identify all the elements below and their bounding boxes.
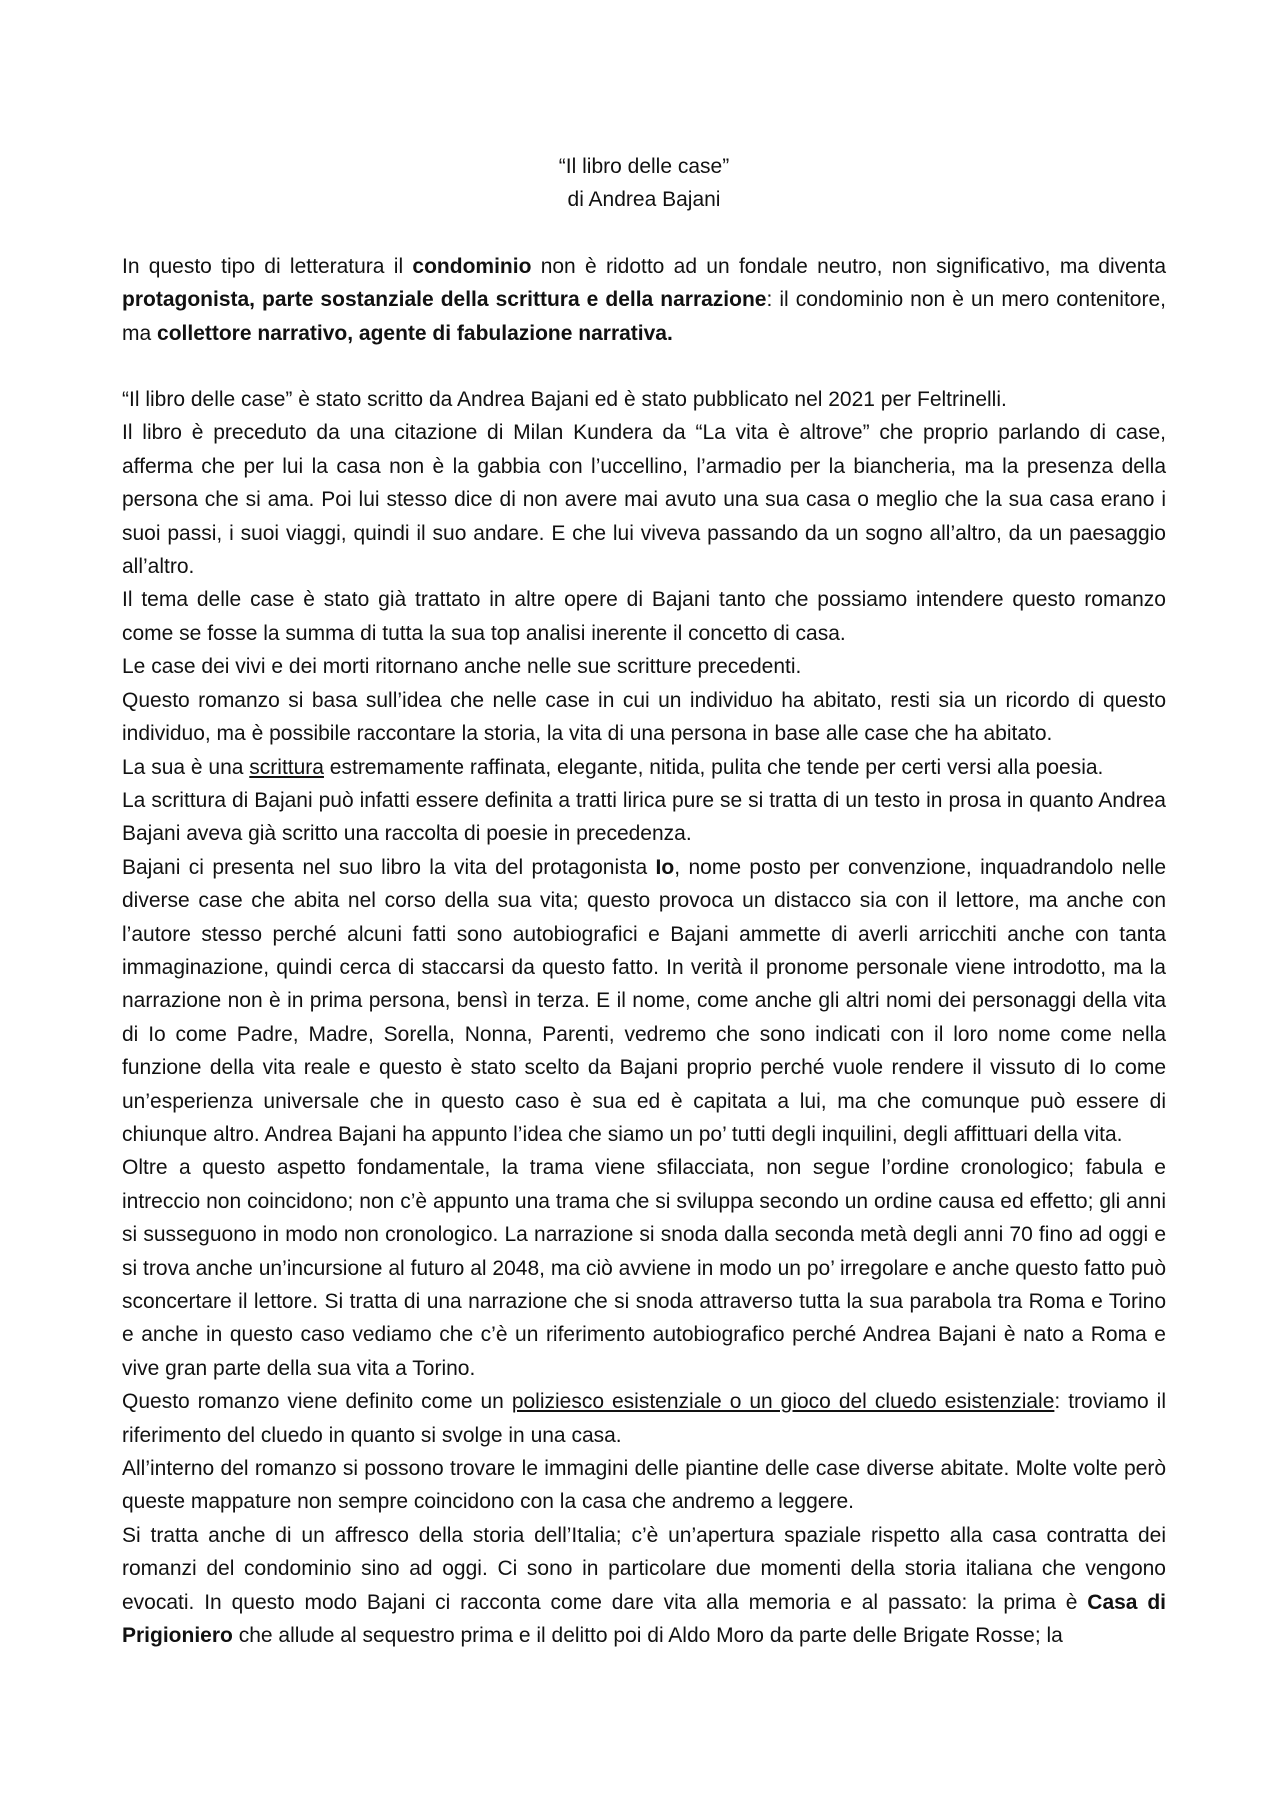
document-title: “Il libro delle case” [558, 155, 730, 178]
protagonista-text-2: , nome posto per convenzione, inquadrandolo nelle diverse case che abita nel corso della sua vita; questo provoca un distacco sia con il lettore, ma anche con l’autore stesso perché alcuni fatti sono autobiografici e Bajani ammette di averli arricchiti anche con tanta immaginazione, quindi cerca di staccarsi da questo fatto. In verità il pronome personale viene introdotto, ma la narrazione non è in prima persona, bensì in terza. E il nome, come anche gli altri nomi dei personaggi della vita di Io come Padre, Madre, Sorella, Nonna, Parenti, vedremo che sono indicati con il loro nome come nella funzione della vita reale e questo è stato scelto da Bajani proprio perché vuole rendere il vissuto di Io come un’esperienza universale che in questo caso è sua ed è capitata a lui, ma che comunque può essere di chiunque altro. Andrea Bajani ha appunto l’idea che siamo un po’ tutti degli inquilini, degli affittuari della vita. [122, 855, 1166, 1146]
spacer [122, 217, 1166, 250]
protagonista-bold-io: Io [655, 855, 675, 879]
intro-paragraph [122, 250, 1166, 350]
scrittura-text-2: estremamente raffinata, elegante, nitida, pulita che tende per certi versi alla poesia. [323, 755, 1104, 779]
intro-text-1: In questo tipo di letteratura il [122, 254, 413, 278]
document-author: di Andrea Bajani [567, 188, 721, 212]
poliziesco-underlined: poliziesco esistenziale o un gioco del cluedo esistenziale [511, 1390, 1055, 1414]
paragraph-idea-romanzo: Questo romanzo si basa sull’idea che nelle case in cui un individuo ha abitato, resti sia un ricordo di questo individuo, ma è possibile raccontare la storia, la vita di una persona in base alle case che ha abitato. [122, 688, 1166, 746]
paragraph-publication: “Il libro delle case” è stato scritto da Andrea Bajani ed è stato pubblicato nel 2021 per Feltrinelli. [122, 388, 1007, 412]
poliziesco-text-2: : troviamo il riferimento del cluedo in quanto si svolge in una casa. [122, 1390, 1167, 1447]
paragraph-protagonista [122, 851, 1166, 1152]
document-page [122, 150, 1166, 1652]
affresco-text-1: Si tratta anche di un affresco della storia dell’Italia; c’è un’apertura spaziale rispetto alla casa contratta dei romanzi del condominio sino ad oggi. Ci sono in particolare due momenti della storia italiana che vengono evocati. In questo modo Bajani ci racconta come dare vita alla memoria e al passato: la prima è [122, 1523, 1166, 1614]
paragraph-vivi-morti: Le case dei vivi e dei morti ritornano anche nelle sue scritture precedenti. [122, 655, 802, 679]
protagonista-text-1: Bajani ci presenta nel suo libro la vita del protagonista [122, 855, 656, 879]
paragraph-affresco [122, 1519, 1166, 1653]
affresco-bold-casa-prigioniero: Casa di Prigioniero [122, 1590, 1166, 1648]
paragraph-piantine: All’interno del romanzo si possono trovare le immagini delle piantine delle case diverse abitate. Molte volte però queste mappature non sempre coincidono con la casa che andremo a leggere. [122, 1457, 1166, 1514]
paragraph-lirica: La scrittura di Bajani può infatti essere definita a tratti lirica pure se si tratta di un testo in prosa in quanto Andrea Bajani aveva già scritto una raccolta di poesie in precedenza. [122, 788, 1166, 846]
intro-bold-protagonista: protagonista, parte sostanziale della scrittura e della narrazione [122, 288, 767, 312]
scrittura-text-1: La sua è una [122, 755, 250, 779]
intro-text-2: non è ridotto ad un fondale neutro, non significativo, ma diventa [531, 254, 1166, 278]
poliziesco-text-1: Questo romanzo viene definito come un [122, 1390, 512, 1414]
intro-text-3: : il condominio non è un mero contenitore, ma [122, 288, 1166, 345]
intro-bold-condominio: condominio [412, 254, 532, 278]
affresco-text-2: che allude al sequestro prima e il delitto poi di Aldo Moro da parte delle Brigate Rosse; la [232, 1624, 1063, 1648]
paragraph-poliziesco [122, 1385, 1166, 1452]
intro-bold-collettore: collettore narrativo, agente di fabulazione narrativa. [157, 321, 673, 345]
paragraph-kundera: Il libro è preceduto da una citazione di Milan Kundera da “La vita è altrove” che proprio parlando di case, afferma che per lui la casa non è la gabbia con l’uccellino, l’armadio per la biancheria, ma la presenza della persona che si ama. Poi lui stesso dice di non avere mai avuto una sua casa o meglio che la sua casa erano i suoi passi, i suoi viaggi, quindi il suo andare. E che lui viveva passando da un sogno all’altro, da un paesaggio all’altro. [122, 421, 1166, 579]
scrittura-underlined: scrittura [249, 755, 324, 779]
paragraph-trama: Oltre a questo aspetto fondamentale, la trama viene sfilacciata, non segue l’ordine cronologico; fabula e intreccio non coincidono; non c’è appunto una trama che si sviluppa secondo un ordine causa ed effetto; gli anni si susseguono in modo non cronologico. La narrazione si snoda dalla seconda metà degli anni 70 fino ad oggi e si trova anche un’incursione al futuro al 2048, ma ciò avviene in modo un po’ irregolare e anche questo fatto può sconcertare il lettore. Si tratta di una narrazione che si snoda attraverso tutta la sua parabola tra Roma e Torino e anche in questo caso vediamo che c’è un riferimento autobiografico perché Andrea Bajani è nato a Roma e vive gran parte della sua vita a Torino. [122, 1156, 1166, 1380]
paragraph-tema-case: Il tema delle case è stato già trattato in altre opere di Bajani tanto che possiamo intendere questo romanzo come se fosse la summa di tutta la sua top analisi inerente il concetto di casa. [122, 588, 1166, 645]
paragraph-scrittura [122, 751, 1166, 784]
spacer [122, 350, 1166, 383]
